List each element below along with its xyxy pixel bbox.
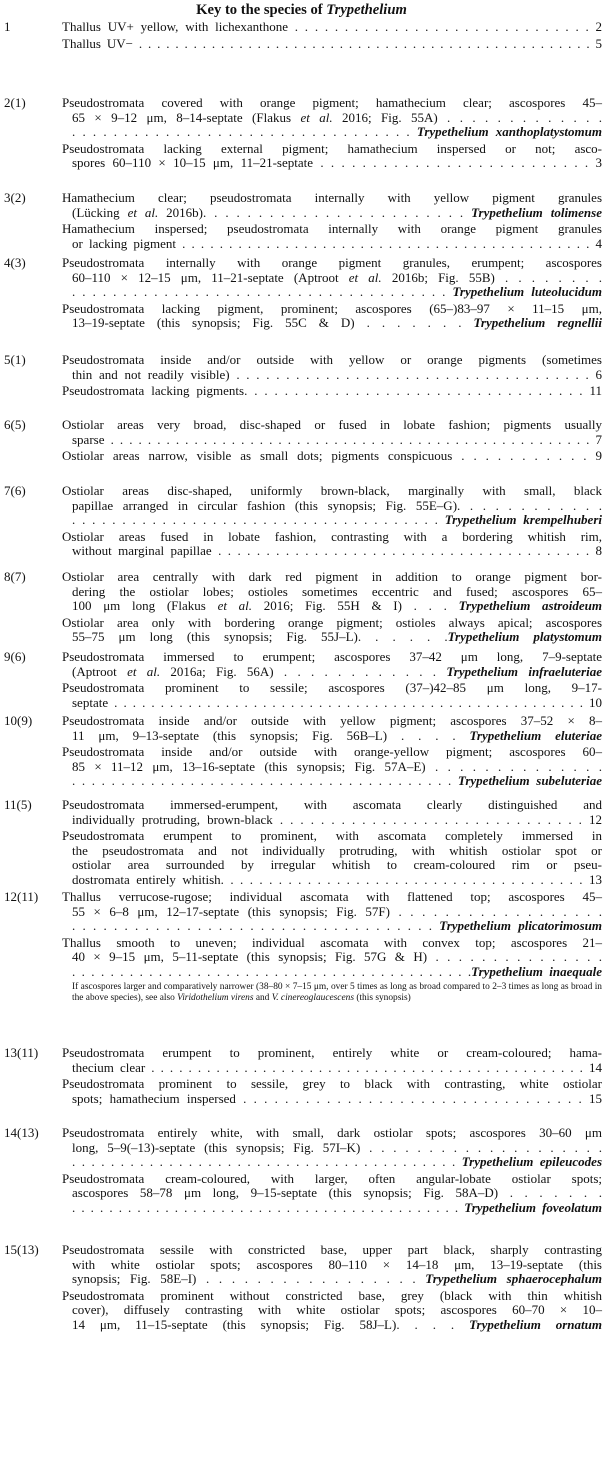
lead-line: . . . . . . . . . . . . . . . . . . . . . . . . . . . . . . . . . Trypethelium xanthoplatystomum: [72, 124, 603, 140]
species-name: Trypethelium foveolatum: [464, 1200, 603, 1215]
lead-line: with white ostiolar spots; ascospores 80–110 × 14–18 μm, 13–19-septate (this: [72, 1256, 602, 1272]
lead-line: Pseudostromata cream-coloured, with larger, often angular-lobate ostiolar spots;: [62, 1170, 602, 1186]
lead-line: Pseudostromata immersed-erumpent, with ascomata clearly distinguished and: [62, 797, 602, 812]
italic-text: V. cinereoglaucescens: [271, 992, 354, 1003]
lead-line: Pseudostromata internally with orange pigment granules, erumpent; ascospores: [62, 255, 602, 270]
species-name: Trypethelium platystomum: [447, 629, 602, 645]
lead-line: 65 × 9–12 μm, 8–14-septate (Flakus et al. 2016; Fig. 55A) . . . . . . . . . . . . .: [72, 109, 602, 125]
species-name: Trypethelium regnellii: [473, 315, 602, 331]
lead-line: long, 5–9(–13)-septate (this synopsis; Fig. 57I–K) . . . . . . . . . . . . . . . . . . . .: [72, 1139, 602, 1155]
lead-line: spores 60–110 × 10–15 μm, 11–21-septate . . . . . . . . . . . . . . . . . . . . . . . . . . 3: [72, 155, 602, 171]
lead-line: Pseudostromata inside and/or outside with yellow or orange pigments (sometimes: [62, 352, 602, 367]
lead-line: Thallus smooth to uneven; individual ascomata with convex top; ascospores 21–: [62, 934, 602, 950]
species-name: Trypethelium epileucodes: [461, 1154, 603, 1170]
lead-line: synopsis; Fig. 58E–I) . . . . . . . . . . . . . . . . . Trypethelium sphaerocephalum: [72, 1271, 603, 1287]
lead-line: thin and not readily visible) . . . . . . . . . . . . . . . . . . . . . . . . . . . . . . . . . . . . 6: [72, 366, 602, 382]
lead-line: papillae arranged in circular fashion (this synopsis; Fig. 55E–G). . . . . . . . . . . .: [72, 497, 602, 513]
couplet-number: 8(7): [4, 569, 26, 584]
italic-text: et al.: [127, 204, 159, 220]
lead-line: Pseudostromata inside and/or outside with orange-yellow pigment; ascospores 60–: [62, 744, 602, 760]
lead-line: 40 × 9–15 μm, 5–11-septate (this synopsis; Fig. 57G & H) . . . . . . . . . . . . . . .: [72, 949, 602, 965]
species-name: Trypethelium krempelhuberi: [444, 512, 603, 528]
lead-line: dering the ostiolar lobes; ostioles sometimes eccentric and fused; ascospores 65–: [72, 583, 602, 599]
lead-line: Ostiolar areas very broad, disc-shaped or fused in lobate fashion; pigments usually: [62, 417, 602, 432]
species-name: Trypethelium subeluteriae: [457, 773, 602, 789]
lead-line: thecium clear . . . . . . . . . . . . . . . . . . . . . . . . . . . . . . . . . . . . . . . . . . . . . . . 14: [72, 1059, 602, 1075]
lead-line: 11 μm, 9–13-septate (this synopsis; Fig. 56B–L) . . . . Trypethelium eluteriae: [72, 727, 602, 743]
couplet-number: 7(6): [4, 483, 26, 498]
lead-line: Pseudostromata lacking pigments. . . . . . . . . . . . . . . . . . . . . . . . . . . . . . . . . . 11: [62, 383, 602, 399]
lead-line: (Lücking et al. 2016b). . . . . . . . . . . . . . . . . . . . . . . . Trypethelium tolimense: [72, 204, 602, 220]
species-name: Trypethelium inaequale: [471, 964, 603, 979]
lead-line: sparse . . . . . . . . . . . . . . . . . . . . . . . . . . . . . . . . . . . . . . . . . . . . . . . . . . . . 7: [72, 431, 602, 447]
couplet-number: 5(1): [4, 352, 26, 367]
lead-line: Ostiolar areas disc-shaped, uniformly brown-black, marginally with small, black: [62, 483, 602, 498]
species-name: Trypethelium tolimense: [471, 204, 602, 220]
lead-line: Hamathecium clear; pseudostromata internally with yellow pigment granules: [62, 190, 602, 205]
italic-text: Viridothelium virens: [177, 992, 254, 1003]
lead-line: Thallus verrucose-rugose; individual ascomata with flattened top; ascospores 45–: [62, 889, 602, 904]
species-name: Trypethelium luteolucidum: [452, 284, 602, 300]
lead-line: Hamathecium inspersed; pseudostromata internally with orange pigment granules: [62, 221, 602, 237]
couplet-number: 6(5): [4, 417, 26, 432]
lead-line: Pseudostromata covered with orange pigment; hamathecium clear; ascospores 45–: [62, 95, 602, 110]
lead-line: 55 × 6–8 μm, 12–17-septate (this synopsis; Fig. 57F) . . . . . . . . . . . . . . . . . .: [72, 903, 602, 919]
lead-line: Pseudostromata immersed to erumpent; ascospores 37–42 μm long, 7–9-septate: [62, 649, 602, 664]
lead-line: . . . . . . . . . . . . . . . . . . . . . . . . . . . . . . . . . . . . . . . . . .Trypethelium inaequale: [72, 964, 603, 979]
lead-line: individually protruding, brown-black . . . . . . . . . . . . . . . . . . . . . . . . . . . . . . 12: [72, 811, 602, 827]
couplet-number: 4(3): [4, 255, 26, 270]
lead-line: cover), diffusely contrasting with white ostiolar spots; ascospores 60–70 × 10–: [72, 1302, 602, 1318]
couplet-number: 14(13): [4, 1125, 39, 1140]
couplet-number: 9(6): [4, 649, 26, 664]
lead-line: Pseudostromata inside and/or outside with yellow pigment; ascospores 37–52 × 8–: [62, 713, 602, 728]
couplet-number: 13(11): [4, 1045, 39, 1060]
lead-line: . . . . . . . . . . . . . . . . . . . . . . . . . . . . . . . . . . . . . Trypethelium luteolucidum: [72, 284, 602, 300]
lead-line: without marginal papillae . . . . . . . . . . . . . . . . . . . . . . . . . . . . . . . . . . . . . . . 8: [72, 543, 602, 559]
italic-text: et al.: [217, 598, 253, 614]
species-name: Trypethelium eluteriae: [469, 727, 602, 743]
lead-line: (Aptroot et al. 2016a; Fig. 56A) . . . . . . . . . . . . Trypethelium infraeluteriae: [72, 663, 602, 679]
lead-line: spots; hamathecium inspersed . . . . . . . . . . . . . . . . . . . . . . . . . . . . . . . . . 15: [72, 1090, 602, 1106]
lead-line: . . . . . . . . . . . . . . . . . . . . . . . . . . . . . . . . . . . Trypethelium plicatorimosum: [72, 918, 603, 934]
lead-line: 85 × 11–12 μm, 13–16-septate (this synopsis; Fig. 57A–E) . . . . . . . . . . . . . .: [72, 758, 602, 774]
lead-line: Thallus UV− . . . . . . . . . . . . . . . . . . . . . . . . . . . . . . . . . . . . . . . . . . . . . . . . . . 5: [62, 35, 602, 51]
couplet-number: 12(11): [4, 889, 39, 904]
lead-line: . . . . . . . . . . . . . . . . . . . . . . . . . . . . . . . . . . . . . . . . . . Trypethelium foveolatum: [72, 1200, 603, 1215]
lead-line: Pseudostromata entirely white, with small, dark ostiolar spots; ascospores 30–60 μm: [62, 1125, 602, 1140]
key-title-genus: Trypethelium: [326, 2, 407, 18]
species-name: Trypethelium xanthoplatystomum: [416, 124, 603, 140]
lead-line: Thallus UV+ yellow, with lichexanthone . . . . . . . . . . . . . . . . . . . . . . . . . . . . . . 2: [62, 19, 602, 34]
lead-line: . . . . . . . . . . . . . . . . . . . . . . . . . . . . . . . . . . . . . . . . Trypethelium epileucodes: [72, 1154, 603, 1170]
italic-text: et al.: [300, 109, 333, 125]
italic-text: et al.: [127, 663, 161, 679]
italic-text: et al.: [348, 269, 382, 285]
couplet-number: 11(5): [4, 797, 32, 812]
couplet-number: 1: [4, 19, 11, 34]
lead-line: . . . . . . . . . . . . . . . . . . . . . . . . . . . . . . . . . . . . . Trypethelium krempelhuberi: [72, 512, 603, 528]
lead-line: Pseudostromata erumpent to prominent, entirely white or cream-coloured; hama-: [62, 1045, 602, 1060]
species-name: Trypethelium plicatorimosum: [439, 918, 603, 934]
couplet-number: 15(13): [4, 1242, 39, 1257]
key-title: [0, 0, 603, 20]
lead-line: Pseudostromata lacking external pigment; hamathecium inspersed or not; asco-: [62, 140, 602, 156]
lead-line: 55–75 μm long (this synopsis; Fig. 55J–L). . . . . .Trypethelium platystomum: [72, 629, 602, 645]
lead-line: 13–19-septate (this synopsis; Fig. 55C & D) . . . . . . . Trypethelium regnellii: [72, 315, 602, 331]
lead-line: septate . . . . . . . . . . . . . . . . . . . . . . . . . . . . . . . . . . . . . . . . . . . . . . . . . . . 10: [72, 694, 602, 710]
lead-line: Ostiolar area centrally with dark red pigment in addition to orange pigment bor-: [62, 569, 602, 584]
couplet-note: If ascospores larger and comparatively narrower (38–80 × 7–15 μm, over 5 times as long as broad compared to 2–3 times as long as broad in the above species), see also Viridothelium virens and V. cinereoglaucescens (this synopsis): [72, 981, 602, 1003]
lead-line: Pseudostromata sessile with constricted base, upper part black, sharply contrasting: [62, 1242, 602, 1257]
lead-line: . . . . . . . . . . . . . . . . . . . . . . . . . . . . . . . . . . . . . . . Trypethelium subeluteriae: [72, 773, 602, 789]
species-name: Trypethelium infraeluteriae: [446, 663, 602, 679]
couplet-number: 3(2): [4, 190, 26, 205]
lead-line: Ostiolar areas narrow, visible as small dots; pigments conspicuous . . . . . . . . . . . 9: [62, 448, 602, 464]
species-name: Trypethelium astroideum: [458, 598, 602, 614]
species-name: Trypethelium ornatum: [469, 1317, 602, 1332]
lead-line: Ostiolar area only with bordering orange pigment; ostioles always apical; ascospores: [62, 614, 602, 630]
lead-line: ascospores 58–78 μm long, 9–15-septate (this synopsis; Fig. 58A–D) . . . . . . .: [72, 1185, 602, 1201]
couplet-number: 10(9): [4, 713, 33, 728]
lead-line: Ostiolar areas fused in lobate fashion, contrasting with a bordering whitish rim,: [62, 528, 602, 544]
lead-line: or lacking pigment . . . . . . . . . . . . . . . . . . . . . . . . . . . . . . . . . . . . . . . . . . . . 4: [72, 235, 602, 251]
lead-line: Pseudostromata erumpent to prominent, with ascomata completely immersed in: [62, 828, 602, 844]
couplet-number: 2(1): [4, 95, 26, 110]
lead-line: Pseudostromata prominent to sessile; ascospores (37–)42–85 μm long, 9–17-: [62, 680, 602, 696]
lead-line: dostromata entirely whitish. . . . . . . . . . . . . . . . . . . . . . . . . . . . . . . . . . . . . . 13: [72, 872, 602, 887]
lead-line: the pseudostromata and not individually protruding, with whitish ostiolar spot or: [72, 842, 602, 858]
lead-line: ostiolar area surrounded by irregular whitish to cream-coloured rim or pseu-: [72, 857, 602, 873]
species-name: Trypethelium sphaerocephalum: [425, 1271, 603, 1287]
lead-line: 60–110 × 12–15 μm, 11–21-septate (Aptroot et al. 2016b; Fig. 55B) . . . . . . . .: [72, 269, 602, 285]
lead-line: 100 μm long (Flakus et al. 2016; Fig. 55H & I) . . . Trypethelium astroideum: [72, 598, 602, 614]
lead-line: Pseudostromata prominent to sessile, grey to black with contrasting, white ostiolar: [62, 1076, 602, 1092]
key-title-prefix: Key to the species of: [196, 2, 327, 18]
lead-line: Pseudostromata lacking pigment, prominent; ascospores (65–)83–97 × 11–15 μm,: [62, 300, 602, 316]
lead-line: Pseudostromata prominent without constricted base, grey (black with thin whitish: [62, 1287, 602, 1303]
lead-line: 14 μm, 11–15-septate (this synopsis; Fig. 58J–L). . . . Trypethelium ornatum: [72, 1317, 602, 1332]
